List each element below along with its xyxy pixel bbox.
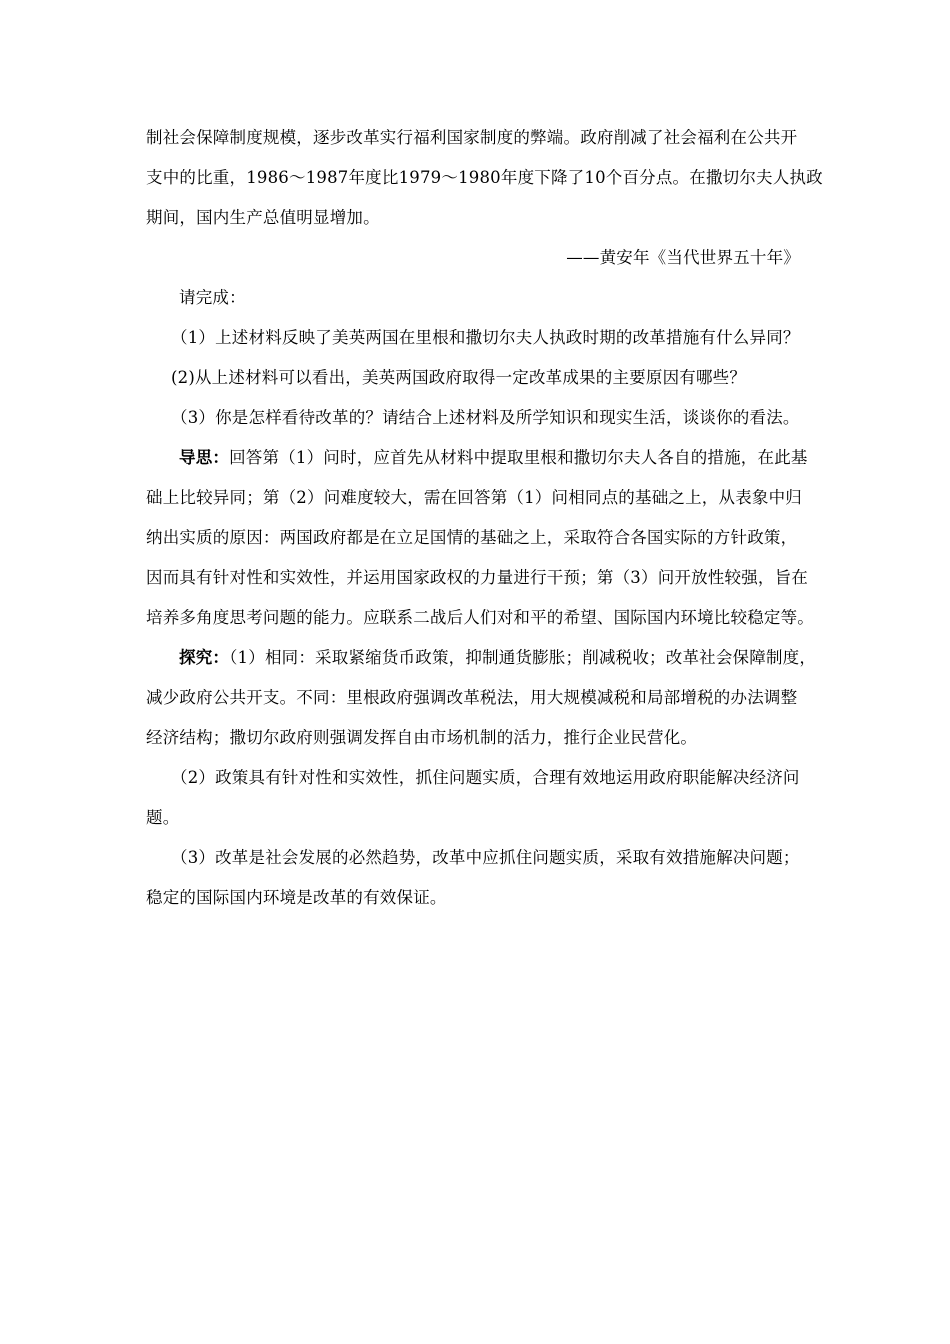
question-3: （3）你是怎样看待改革的？请结合上述材料及所学知识和现实生活，谈谈你的看法。 xyxy=(171,408,800,427)
guide-label: 导思： xyxy=(179,448,230,467)
guide-line: 纳出实质的原因：两国政府都是在立足国情的基础之上，采取符合各国实际的方针政策， xyxy=(146,528,798,547)
material-source: ——黄安年《当代世界五十年》 xyxy=(566,248,800,267)
guide-text: 回答第（1）问时，应首先从材料中提取里根和撒切尔夫人各自的措施，在此基 xyxy=(229,448,808,467)
guide-paragraph-first-line xyxy=(146,438,806,478)
answer-2-line: 题。 xyxy=(146,808,180,827)
answer-3-line: 稳定的国际国内环境是改革的有效保证。 xyxy=(146,888,447,907)
answer-3-line: （3）改革是社会发展的必然趋势，改革中应抓住问题实质，采取有效措施解决问题； xyxy=(171,848,800,867)
material-line: 期间，国内生产总值明显增加。 xyxy=(146,208,380,227)
question-2: (2)从上述材料可以看出，美英两国政府取得一定改革成果的主要原因有哪些？ xyxy=(171,368,747,387)
document-page xyxy=(146,118,823,918)
question-1: （1）上述材料反映了美英两国在里根和撒切尔夫人执政时期的改革措施有什么异同？ xyxy=(171,328,800,347)
inquiry-line: 经济结构；撒切尔政府则强调发挥自由市场机制的活力，推行企业民营化。 xyxy=(146,728,698,747)
guide-line: 因而具有针对性和实效性，并运用国家政权的力量进行干预；第（3）问开放性较强，旨在 xyxy=(146,568,808,587)
guide-line: 培养多角度思考问题的能力。应联系二战后人们对和平的希望、国际国内环境比较稳定等。 xyxy=(146,608,814,627)
inquiry-line: 减少政府公共开支。不同：里根政府强调改革税法，用大规模减税和局部增税的办法调整 xyxy=(146,688,798,707)
answer-2-line: （2）政策具有针对性和实效性，抓住问题实质，合理有效地运用政府职能解决经济问 xyxy=(171,768,800,787)
inquiry-text: （1）相同：采取紧缩货币政策，抑制通货膨胀；削减税收；改革社会保障制度， xyxy=(229,648,817,667)
inquiry-label: 探究： xyxy=(179,648,230,667)
guide-line: 础上比较异同；第（2）问难度较大，需在回答第（1）问相同点的基础之上，从表象中归 xyxy=(146,488,802,507)
task-prompt: 请完成： xyxy=(179,288,246,307)
inquiry-paragraph-first-line xyxy=(146,638,817,678)
material-line: 制社会保障制度规模，逐步改革实行福利国家制度的弊端。政府削减了社会福利在公共开 xyxy=(146,128,798,147)
material-line: 支中的比重，1986～1987年度比1979～1980年度下降了10个百分点。在撒切尔夫人执政 xyxy=(146,168,823,187)
